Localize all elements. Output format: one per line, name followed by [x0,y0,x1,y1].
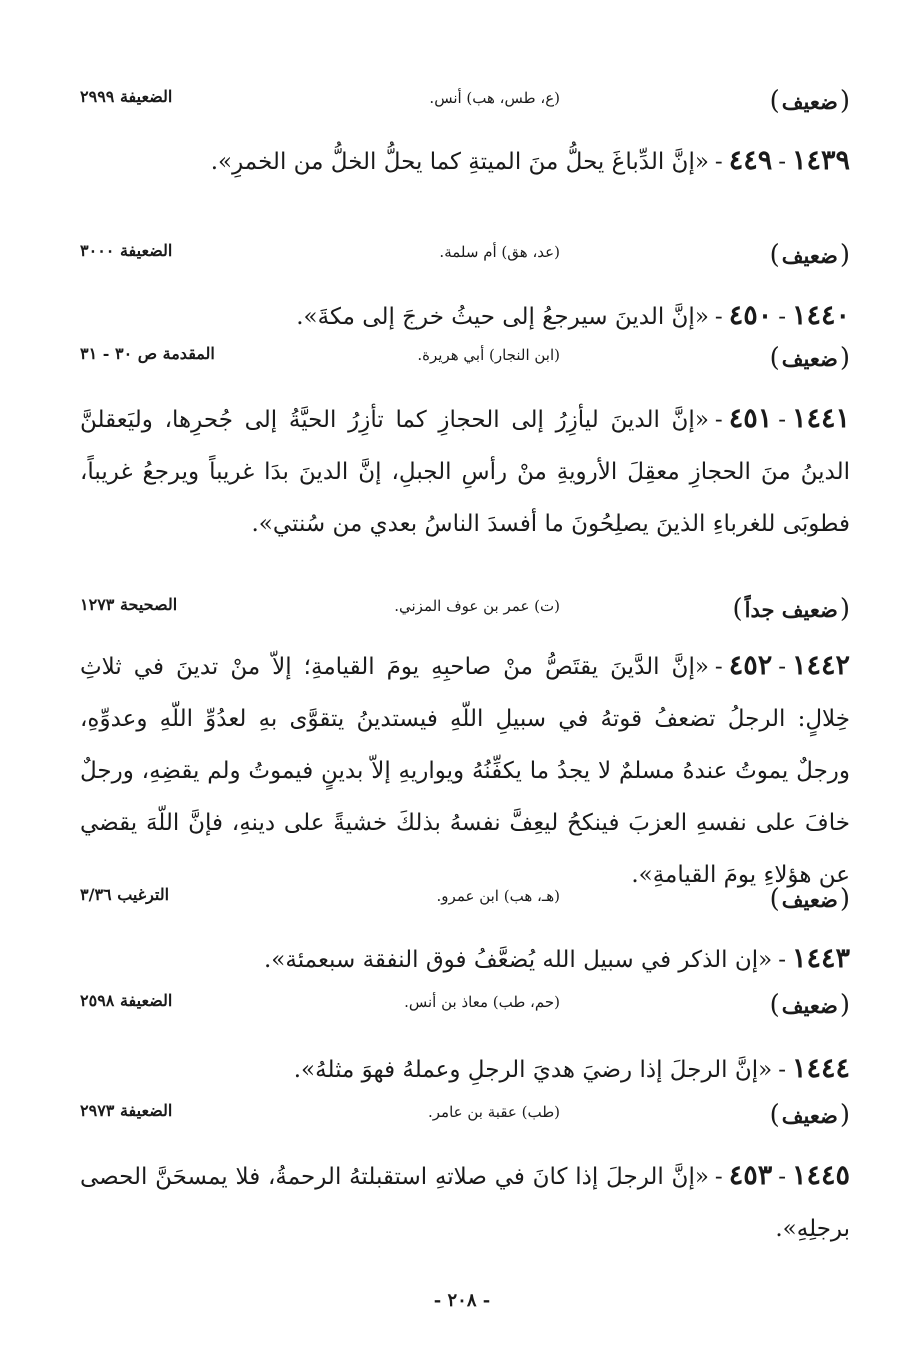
hadith-text: «إنَّ الدِّباغَ يحلُّ منَ الميتةِ كما يحلُّ الخلُّ من الخمرِ». [210,149,709,175]
hadith-sub-number: ٤٥٣ [728,1160,773,1191]
narrator-reference: (ت) عمر بن عوف المزني. [394,597,560,615]
grade-label: ( ضعيف ) [770,1100,850,1130]
hadith-number: ١٤٤١ [791,403,850,434]
grade-label: ( ضعيف جداً ) [733,594,851,624]
hadith-sub-number: ٤٤٩ [728,145,773,176]
hadith-source [80,240,850,272]
hadith-sub-number: ٤٥١ [728,403,773,434]
hadith-entry: ١٤٤٤-«إنَّ الرجلَ إذا رضيَ هديَ الرجلِ وعملهُ فهوَ مثلهُ». [293,1053,850,1084]
hadith-text: «إنَّ الرجلَ إذا كانَ في صلاتهِ استقبلتهُ الرحمةُ، فلا يمسحَنَّ الحصى برجلِهِ». [80,1164,850,1242]
hadith-number: ١٤٤٢ [791,650,850,681]
hadith-number: ١٤٤٥ [791,1160,850,1191]
grade-label: ( ضعيف ) [770,240,850,270]
hadith-source [80,594,850,626]
hadith-source [80,1100,850,1132]
hadith-text: «إنَّ الدينَ ليأزِرُ إلى الحجازِ كما تأزِرُ الحيَّةُ إلى جُحرِها، وليَعقلنَّ الدينُ منَ الحجازِ معقِلَ الأرويةِ منْ رأسِ الجبلِ، إنَّ الدينَ بدَا غريباً ويرجعُ غريباً، فطوبَى للغرباءِ الذينَ يصلِحُونَ ما أفسدَ الناسُ بعدي من سُنتي». [80,407,850,537]
grade-label: ( ضعيف ) [770,884,850,914]
hadith-entry: ١٤٤٣-«إن الذكر في سبيل الله يُضعَّفُ فوق النفقة سبعمئة». [264,943,850,974]
narrator-reference: (طب) عقبة بن عامر. [428,1103,560,1121]
grade-label: ( ضعيف ) [770,86,850,116]
hadith-source [80,990,850,1022]
hadith-number: ١٤٣٩ [791,145,850,176]
book-reference: الضعيفة ٢٩٩٩ [80,87,173,106]
hadith-entry: ١٤٤٠-٤٥٠-«إنَّ الدينَ سيرجعُ إلى حيثُ خرجَ إلى مكةَ». [296,300,850,331]
book-reference: الضعيفة ٣٠٠٠ [80,241,173,260]
hadith-text: «إنَّ الدَّينَ يقتَصُّ منْ صاحبِهِ يومَ القيامةِ؛ إلاّ منْ تدينَ في ثلاثِ خِلالٍ: الرجلُ تضعفُ قوتهُ في سبيلِ اللّهِ فيستدينُ يتقوَّى بهِ لعدُوِّ اللّهِ وعدوِّهِ، ورجلٌ يموتُ عندهُ مسلمٌ لا يجدُ ما يكفِّنُهُ ويواريهِ إلاّ بدينٍ فيموتُ ولم يقضِهِ، ورجلٌ خافَ على نفسهِ العزبَ فينكحُ ليعِفَّ نفسهُ بذلكَ خشيةً على دينهِ، فإنَّ اللّهَ يقضي عن هؤلاءِ يومَ القيامةِ». [80,654,850,888]
narrator-reference: (حم، طب) معاذ بن أنس. [404,993,560,1011]
grade-label: ( ضعيف ) [770,990,850,1020]
hadith-entry: ١٤٤١-٤٥١-«إنَّ الدينَ ليأزِرُ إلى الحجازِ كما تأزِرُ الحيَّةُ إلى جُحرِها، وليَعقلنَّ الدينُ منَ الحجازِ معقِلَ الأرويةِ منْ رأسِ الجبلِ، إنَّ الدينَ بدَا غريباً ويرجعُ غريباً، فطوبَى للغرباءِ الذينَ يصلِحُونَ ما أفسدَ الناسُ بعدي من سُنتي». [80,403,850,537]
hadith-sub-number: ٤٥٠ [728,300,773,331]
hadith-number: ١٤٤٤ [791,1053,850,1084]
book-reference: المقدمة ص ٣٠ - ٣١ [80,344,215,363]
book-reference: الضعيفة ٢٩٧٣ [80,1101,173,1120]
hadith-text: «إن الذكر في سبيل الله يُضعَّفُ فوق النفقة سبعمئة». [264,947,773,973]
page-number: - ٢٠٨ - [433,1290,491,1311]
book-reference: الضعيفة ٢٥٩٨ [80,991,173,1010]
hadith-entry: ١٤٣٩-٤٤٩-«إنَّ الدِّباغَ يحلُّ منَ الميتةِ كما يحلُّ الخلُّ من الخمرِ». [210,145,850,176]
narrator-reference: (عد، هق) أم سلمة. [439,243,560,261]
narrator-reference: (ع، طس، هب) أنس. [429,89,560,107]
hadith-source [80,343,850,375]
book-reference: الترغيب ٣/٣٦ [80,885,170,904]
hadith-number: ١٤٤٠ [791,300,850,331]
hadith-text: «إنَّ الدينَ سيرجعُ إلى حيثُ خرجَ إلى مكةَ». [296,304,709,330]
hadith-source [80,884,850,916]
hadith-entry: ١٤٤٥-٤٥٣-«إنَّ الرجلَ إذا كانَ في صلاتهِ استقبلتهُ الرحمةُ، فلا يمسحَنَّ الحصى برجلِهِ». [80,1160,850,1242]
hadith-number: ١٤٤٣ [791,943,850,974]
hadith-text: «إنَّ الرجلَ إذا رضيَ هديَ الرجلِ وعملهُ فهوَ مثلهُ». [293,1057,773,1083]
hadith-sub-number: ٤٥٢ [728,650,773,681]
narrator-reference: (ابن النجار) أبي هريرة. [417,346,560,364]
hadith-source [80,86,850,118]
narrator-reference: (هـ، هب) ابن عمرو. [436,887,560,905]
hadith-entry: ١٤٤٢-٤٥٢-«إنَّ الدَّينَ يقتَصُّ منْ صاحبِهِ يومَ القيامةِ؛ إلاّ منْ تدينَ في ثلاثِ خِلالٍ: الرجلُ تضعفُ قوتهُ في سبيلِ اللّهِ فيستدينُ يتقوَّى بهِ لعدُوِّ اللّهِ وعدوِّهِ، ورجلٌ يموتُ عندهُ مسلمٌ لا يجدُ ما يكفِّنُهُ ويواريهِ إلاّ بدينٍ فيموتُ ولم يقضِهِ، ورجلٌ خافَ على نفسهِ العزبَ فينكحُ ليعِفَّ نفسهُ بذلكَ خشيةً على دينهِ، فإنَّ اللّهَ يقضي عن هؤلاءِ يومَ القيامةِ». [80,650,850,888]
grade-label: ( ضعيف ) [770,343,850,373]
book-reference: الصحيحة ١٢٧٣ [80,595,178,614]
